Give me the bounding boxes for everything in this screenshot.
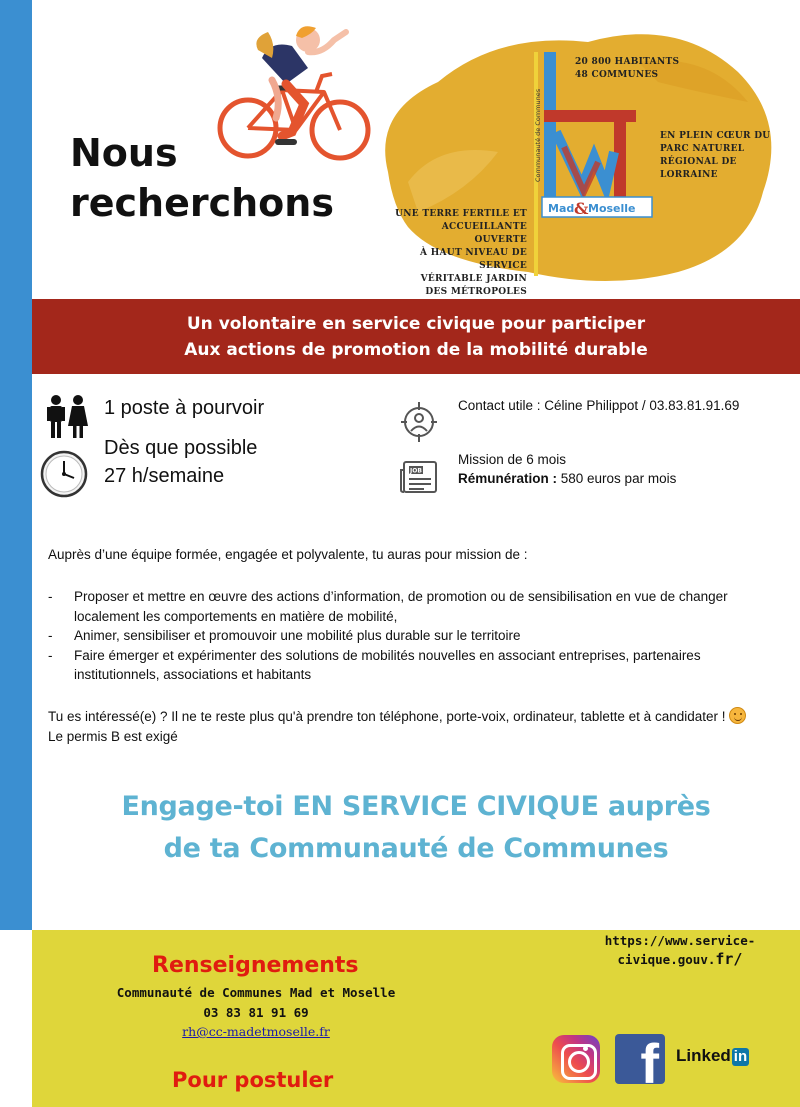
tagline-line: UNE TERRE FERTILE ET ACCUEILLANTE (395, 209, 527, 232)
banner-line-1: Un volontaire en service civique pour participer (186, 314, 646, 334)
engage-line-2: de ta Communauté de Communes (163, 833, 669, 864)
contact-text: Contact utile : Céline Philippot / 03.83.81.91.69 (458, 398, 740, 413)
instagram-icon-dot (583, 1046, 588, 1051)
remuneration-value: 580 euros par mois (557, 471, 677, 486)
tagline-line: RÉGIONAL DE (660, 157, 737, 167)
closing-text-1: Tu es intéressé(e) ? Il ne te reste plus qu'à prendre ton téléphone, porte-voix, ordinateur, tablette et à candidater ! (48, 709, 730, 724)
url-tld: fr/ (715, 950, 743, 968)
mad-et-moselle-logo (534, 52, 656, 276)
engage-headline (32, 786, 800, 870)
tagline-line: OUVERTE (474, 235, 527, 245)
url-line-1: https://www.service- (604, 933, 756, 948)
logo-right-tagline (660, 130, 770, 182)
remuneration-line (458, 469, 676, 489)
footer-email-wrap (60, 1024, 452, 1039)
list-item: - Proposer et mettre en œuvre des actions d’information, de promotion ou de sensibilisation en vue de changer localement les comportements en matière de mobilité, (48, 587, 778, 626)
list-item: - Faire émerger et expérimenter des solutions de mobilités nouvelles en associant entreprises, partenaires institutionnels, associations et habitants (48, 646, 778, 685)
footer-phone: 03 83 81 91 69 (203, 1005, 309, 1020)
job-newspaper-icon (400, 460, 438, 494)
title-line-1: Nous (70, 131, 178, 175)
mission-banner (32, 299, 800, 374)
url-domain: civique.gouv. (617, 952, 716, 967)
smiley-icon (729, 707, 746, 724)
brand-ampersand: & (574, 199, 589, 218)
people-icon (44, 394, 90, 440)
mission-list (48, 587, 778, 685)
start-date-text: Dès que possible (104, 437, 258, 459)
job-icon-label: JOB (410, 467, 422, 475)
facebook-icon[interactable] (615, 1034, 665, 1084)
intro-text: Auprès d’une équipe formée, engagée et polyvalente, tu auras pour mission de : (48, 547, 528, 562)
apply-title: Pour postuler (172, 1068, 334, 1092)
tagline-line: DES MÉTROPOLES (425, 287, 527, 297)
poste-text: 1 poste à pourvoir (104, 397, 265, 419)
closing-text-2: Le permis B est exigé (48, 729, 178, 744)
remuneration-label: Rémunération : (458, 471, 558, 486)
url-line-2 (600, 950, 760, 969)
footer-org: Communauté de Communes Mad et Moselle (116, 985, 396, 1000)
closing-text (48, 707, 748, 747)
left-accent-bar (0, 0, 32, 930)
engage-line-1: Engage-toi EN SERVICE CIVIQUE auprès (121, 791, 711, 822)
list-item: - Animer, sensibiliser et promouvoir une mobilité plus durable sur le territoire (48, 626, 778, 646)
instagram-icon[interactable] (552, 1035, 600, 1083)
facebook-glyph: f (640, 1034, 659, 1084)
tagline-line: À HAUT NIVEAU DE SERVICE (420, 248, 527, 271)
stat-communes: 48 COMMUNES (575, 70, 659, 80)
footer-email-link[interactable]: rh@cc-madetmoselle.fr (182, 1024, 330, 1039)
linkedin-icon[interactable] (676, 1046, 749, 1066)
contact-target-icon (400, 400, 438, 442)
brand-mad: Mad (548, 202, 575, 215)
logo-left-tagline (372, 208, 527, 312)
tagline-line: LORRAINE (660, 170, 718, 180)
tagline-line: VÉRITABLE JARDIN (420, 274, 527, 284)
cyclist-illustration (212, 18, 377, 168)
tagline-line: PARC NATUREL (660, 144, 745, 154)
banner-line-2: Aux actions de promotion de la mobilité durable (184, 340, 648, 360)
stat-habitants: 20 800 HABITANTS (575, 57, 680, 67)
linkedin-text: Linked (676, 1046, 731, 1065)
tagline-line: EN PLEIN CŒUR DU (660, 131, 771, 141)
logo-vertical-text: Communauté de Communes (534, 88, 542, 182)
clock-icon (40, 450, 88, 498)
mission-duration-text: Mission de 6 mois (458, 452, 567, 467)
title-line-2: recherchons (70, 181, 334, 225)
linkedin-in-badge: in (733, 1048, 748, 1065)
service-civique-url[interactable] (600, 932, 760, 969)
renseignements-title: Renseignements (152, 953, 359, 978)
hours-text: 27 h/semaine (104, 465, 225, 487)
brand-moselle: Moselle (588, 202, 636, 215)
